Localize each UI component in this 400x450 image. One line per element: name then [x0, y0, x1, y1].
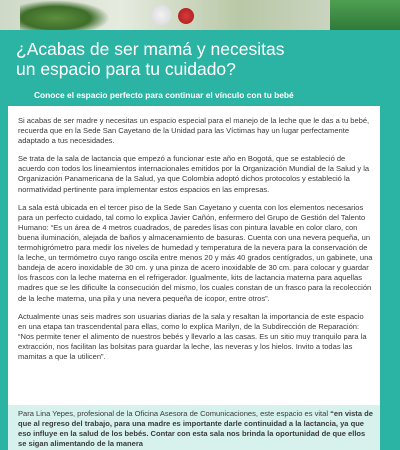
paragraph: Actualmente unas seis madres son usuarias diarias de la sala y resaltan la importancia de este espacio en una etapa tan trascendental para ellas, como lo explica Marilyn, de la Subdirección de Reparación: “Nos permite tener el alimento de nuestros bebés y llevarlo a las casas. Es un sitio muy tranquilo para la extracción, nos facilitan las bolsitas para guardar la leche, las neveras y los hielos. Invito a todas las mamitas a que la utilicen”. — [18, 311, 367, 361]
quote-bold: “en vista de que al regreso del trabajo, para una madre es importante darle continuidad a la lactancia, ya que eso influye en la salud de los bebés. Contar con esta sala nos brinda la oportunidad de que ellos se sigan alimentando de la manera — [18, 409, 373, 449]
flower-image-red — [178, 8, 194, 24]
title-line-2: un espacio para tu cuidado? — [16, 58, 236, 79]
right-margin — [380, 30, 400, 450]
title-line-1: ¿Acabas de ser mamá y necesitas — [16, 39, 285, 59]
paragraph: Se trata de la sala de lactancia que empezó a funcionar este año en Bogotá, que se estableció de acuerdo con todos los lineamientos internacionales emitidos por la Organización Mundial de la Salud y la Organización Panamericana de la Salud, ya que Colombia adoptó dichos protocolos y estableció la normatividad pertinente para implementar estos espacios en las empresas. — [18, 154, 370, 194]
article-subtitle: Conoce el espacio perfecto para continuar el vínculo con tu bebé — [34, 90, 294, 100]
article-header — [8, 30, 380, 106]
article-title — [16, 40, 380, 79]
paragraph: La sala está ubicada en el tercer piso de la Sede San Cayetano y cuenta con los elementos necesarios para un perfecto cuidado, tal como lo explica Javier Cañón, enfermero del Grupo de Gestión del Talento Humano: “Es un área de 4 metros cuadrados, de paredes lisas con pintura lavable en color claro, con buena iluminación, alejada de baños y almacenamiento de basuras. Cuenta con una nevera pequeña, un termohigrómetro para medir los niveles de humedad y temperatura de la nevera para la conservación de la leche, un termómetro cuyo rango oscila entre menos 20 y más 40 grados centígrados, un gabinete, una bandeja de acero inoxidable de 30 cm. y una pinza de acero inoxidable de 30 cm. para colocar y guardar los frascos con la leche materna en el refrigerador. Igualmente, kits de lactancia materna para aquellas madres que se les dificulte la consecución del mismo, los cuales constan de un frasco para la recolección de la leche materna, una pila y una nevera pequeña de icopor, entre otros”. — [18, 202, 373, 303]
header-photo — [0, 0, 400, 30]
plant-image — [20, 0, 110, 30]
flower-image — [150, 4, 172, 26]
quote-lead: Para Lina Yepes, profesional de la Oficina Asesora de Comunicaciones, este espacio es vital — [18, 409, 331, 418]
paragraph: Si acabas de ser madre y necesitas un espacio especial para el manejo de la leche que le das a tu bebé, recuerda que en la Sede San Cayetano de la Unidad para las Víctimas hay un lugar perfectamente adaptado a tus necesidades. — [18, 116, 370, 146]
left-margin — [0, 30, 8, 450]
article-body — [18, 116, 374, 370]
gift-box-image — [330, 0, 400, 30]
quote-highlight-text — [18, 409, 374, 449]
article-card — [8, 30, 380, 450]
